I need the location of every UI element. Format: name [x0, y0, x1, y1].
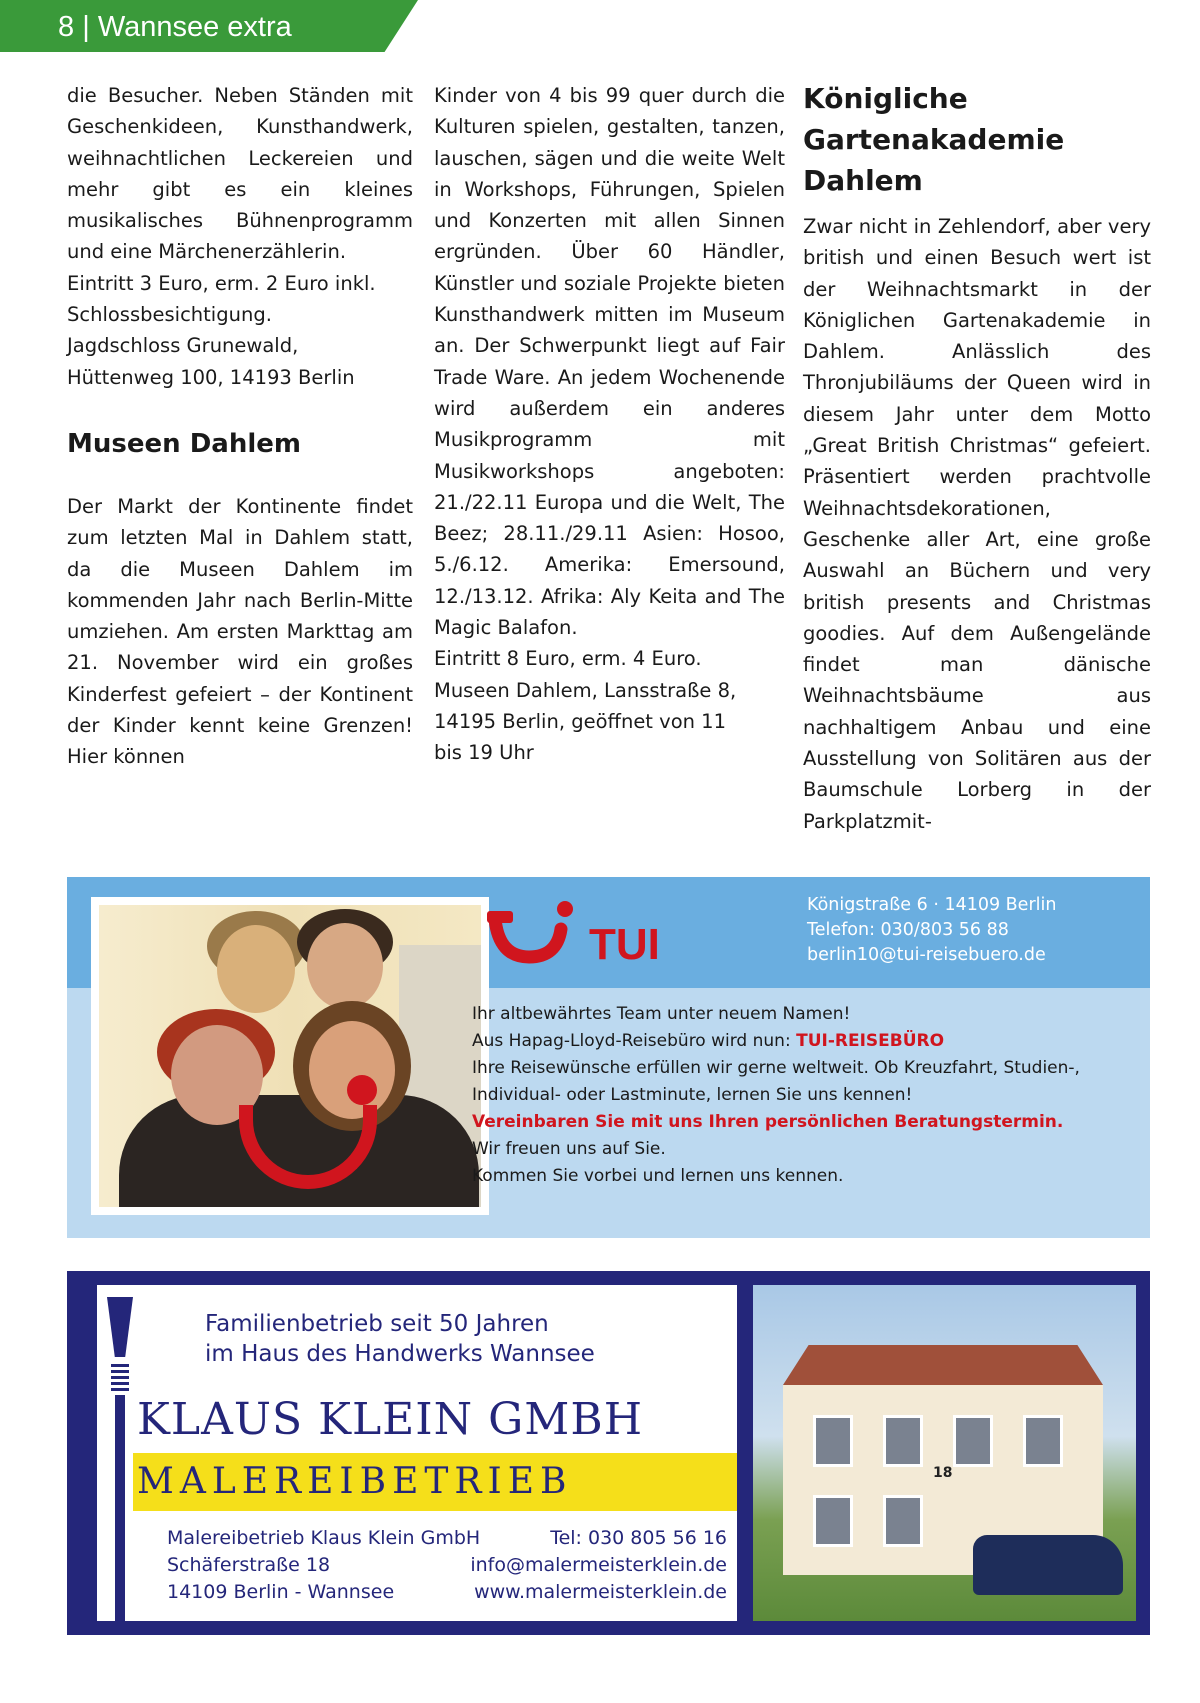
- klaus-klein-panel: [97, 1285, 737, 1621]
- page-number: 8: [58, 11, 75, 43]
- section-heading-museen: Museen Dahlem: [67, 428, 301, 459]
- contact-email: info@malermeisterklein.de: [470, 1554, 727, 1576]
- building-window: [1023, 1415, 1063, 1467]
- paragraph: Der Markt der Kontinente findet zum letzten Mal in Dahlem statt, da die Museen Dahlem im kommenden Jahr nach Berlin-Mitte umziehen. Am ersten Markttag am 21. November wird ein großes Kinderfest gefeiert – der Kontinent der Kinder kennt keine Grenzen! Hier können: [67, 494, 413, 769]
- team-photo: [99, 905, 481, 1207]
- building-window: [953, 1415, 993, 1467]
- paragraph: Zwar nicht in Zehlendorf, aber very british und einen Besuch wert ist der Weihnachtsmarkt in der Königlichen Gartenakademie in Dahlem. Anlässlich des Thronjubiläums der Queen wird in diesem Jahr unter dem Motto „Great British Christmas“ gefeiert. Präsentiert werden prachtvolle Weihnachtsdekorationen, Geschenke aller Art, eine große Auswahl an Büchern und very british presents and Christmas goodies. Auf dem Außengelände findet man dänische Weihnachtsbäume aus nachhaltigem Anbau und eine Ausstellung von Solitären aus der Baumschule Lorberg in der Parkplatzmit-: [803, 215, 1151, 833]
- tui-smile-icon: [495, 919, 561, 957]
- paintbrush-handle: [115, 1395, 125, 1621]
- contact-row: [167, 1579, 727, 1606]
- tui-phone: Telefon: 030/803 56 88: [807, 920, 1009, 940]
- article-column-1: [67, 80, 413, 773]
- tagline-line: Familienbetrieb seit 50 Jahren: [205, 1311, 549, 1337]
- company-trade: MALEREIBETRIEB: [137, 1461, 573, 1502]
- tui-line: Ihr altbewährtes Team unter neuem Namen!: [472, 1004, 851, 1024]
- venue-address: 14195 Berlin, geöffnet von 11: [434, 709, 726, 733]
- company-name: KLAUS KLEIN GMBH: [137, 1394, 644, 1445]
- tui-email: berlin10@tui-reisebuero.de: [807, 945, 1046, 965]
- section-header: [58, 10, 292, 44]
- company-building-photo: [753, 1285, 1136, 1621]
- tui-advertisement: [67, 877, 1150, 1238]
- building-window: [813, 1495, 853, 1547]
- section-heading-gartenakademie: Königliche Gartenakademie Dahlem: [803, 82, 1065, 197]
- tui-line: [472, 1028, 1132, 1055]
- entry-price: Eintritt 3 Euro, erm. 2 Euro inkl. Schlossbesichtigung.: [67, 271, 376, 327]
- paintbrush-ferrule: [111, 1361, 129, 1391]
- tui-line: Kommen Sie vorbei und lernen uns kennen.: [472, 1166, 844, 1186]
- klaus-klein-contact: [167, 1525, 727, 1606]
- tui-line: Wir freuen uns auf Sie.: [472, 1139, 666, 1159]
- house-number: 18: [933, 1465, 953, 1481]
- venue-name: Jagdschloss Grunewald,: [67, 334, 299, 358]
- header-separator: |: [82, 11, 90, 43]
- tui-contact-block: [807, 893, 1137, 968]
- building-window: [883, 1495, 923, 1547]
- paintbrush-icon: [107, 1297, 133, 1357]
- tui-call-to-action: Vereinbaren Sie mit uns Ihren persönlichen Beratungstermin.: [472, 1112, 1064, 1132]
- contact-row: [167, 1552, 727, 1579]
- building-window: [813, 1415, 853, 1467]
- section-title: Wannsee extra: [97, 11, 292, 43]
- building-window: [883, 1415, 923, 1467]
- contact-row: [167, 1525, 727, 1552]
- venue-address: Hüttenweg 100, 14193 Berlin: [67, 365, 355, 389]
- tui-logo-bar: [487, 911, 513, 923]
- article-column-3: [803, 80, 1151, 837]
- tui-brand-highlight: TUI-REISEBÜRO: [796, 1031, 945, 1051]
- tui-line-prefix: Aus Hapag-Lloyd-Reisebüro wird nun:: [472, 1031, 797, 1051]
- paragraph-info: [434, 643, 785, 768]
- contact-phone: Tel: 030 805 56 16: [550, 1527, 727, 1549]
- article-column-2: [434, 80, 785, 769]
- tui-logo: [477, 899, 677, 969]
- tui-logo-text: TUI: [589, 920, 660, 969]
- team-photo-frame: [91, 897, 489, 1215]
- entry-price: Eintritt 8 Euro, erm. 4 Euro.: [434, 647, 702, 671]
- person-face: [217, 925, 295, 1013]
- paragraph: die Besucher. Neben Ständen mit Geschenkideen, Kunsthandwerk, weihnachtlichen Leckereien und mehr gibt es ein kleines musikalisches Bühnenprogramm und eine Märchenerzählerin.: [67, 84, 413, 264]
- venue-address: Museen Dahlem, Lansstraße 8,: [434, 678, 737, 702]
- contact-website: www.malermeisterklein.de: [474, 1581, 727, 1603]
- contact-city: 14109 Berlin - Wannsee: [167, 1581, 395, 1603]
- tui-line: Ihre Reisewünsche erfüllen wir gerne weltweit. Ob Kreuzfahrt, Studien-, Individual- oder Lastminute, lernen Sie uns kennen!: [472, 1058, 1080, 1105]
- paragraph-info: [67, 268, 413, 393]
- contact-street: Schäferstraße 18: [167, 1554, 331, 1576]
- building-roof: [783, 1345, 1103, 1385]
- company-van: [973, 1535, 1123, 1595]
- tui-logo-dot: [347, 1075, 377, 1105]
- paragraph: Kinder von 4 bis 99 quer durch die Kulturen spielen, gestalten, tanzen, lauschen, sägen und die weite Welt in Workshops, Führungen, Spielen und Konzerten mit allen Sinnen ergründen. Über 60 Händler, Künstler und soziale Projekte bieten Kunsthandwerk mitten im Museum an. Der Schwerpunkt liegt auf Fair Trade Ware. An jedem Wochenende wird außerdem ein anderes Musikprogramm mit Musikworkshops angeboten: 21./22.11 Europa und die Welt, The Beez; 28.11./29.11 Asien: Hosoo, 5./6.12. Amerika: Emersound, 12./13.12. Afrika: Aly Keita and The Magic Balafon.: [434, 84, 785, 640]
- tagline-line: im Haus des Handwerks Wannsee: [205, 1341, 595, 1367]
- tui-logo-dot-icon: [557, 901, 573, 917]
- person-face: [307, 923, 383, 1009]
- tui-address: Königstraße 6 · 14109 Berlin: [807, 895, 1057, 915]
- klaus-klein-tagline: [205, 1309, 725, 1369]
- klaus-klein-advertisement: [67, 1271, 1150, 1635]
- tui-ad-text: [472, 1001, 1132, 1190]
- opening-hours: bis 19 Uhr: [434, 741, 534, 765]
- contact-name: Malereibetrieb Klaus Klein GmbH: [167, 1527, 481, 1549]
